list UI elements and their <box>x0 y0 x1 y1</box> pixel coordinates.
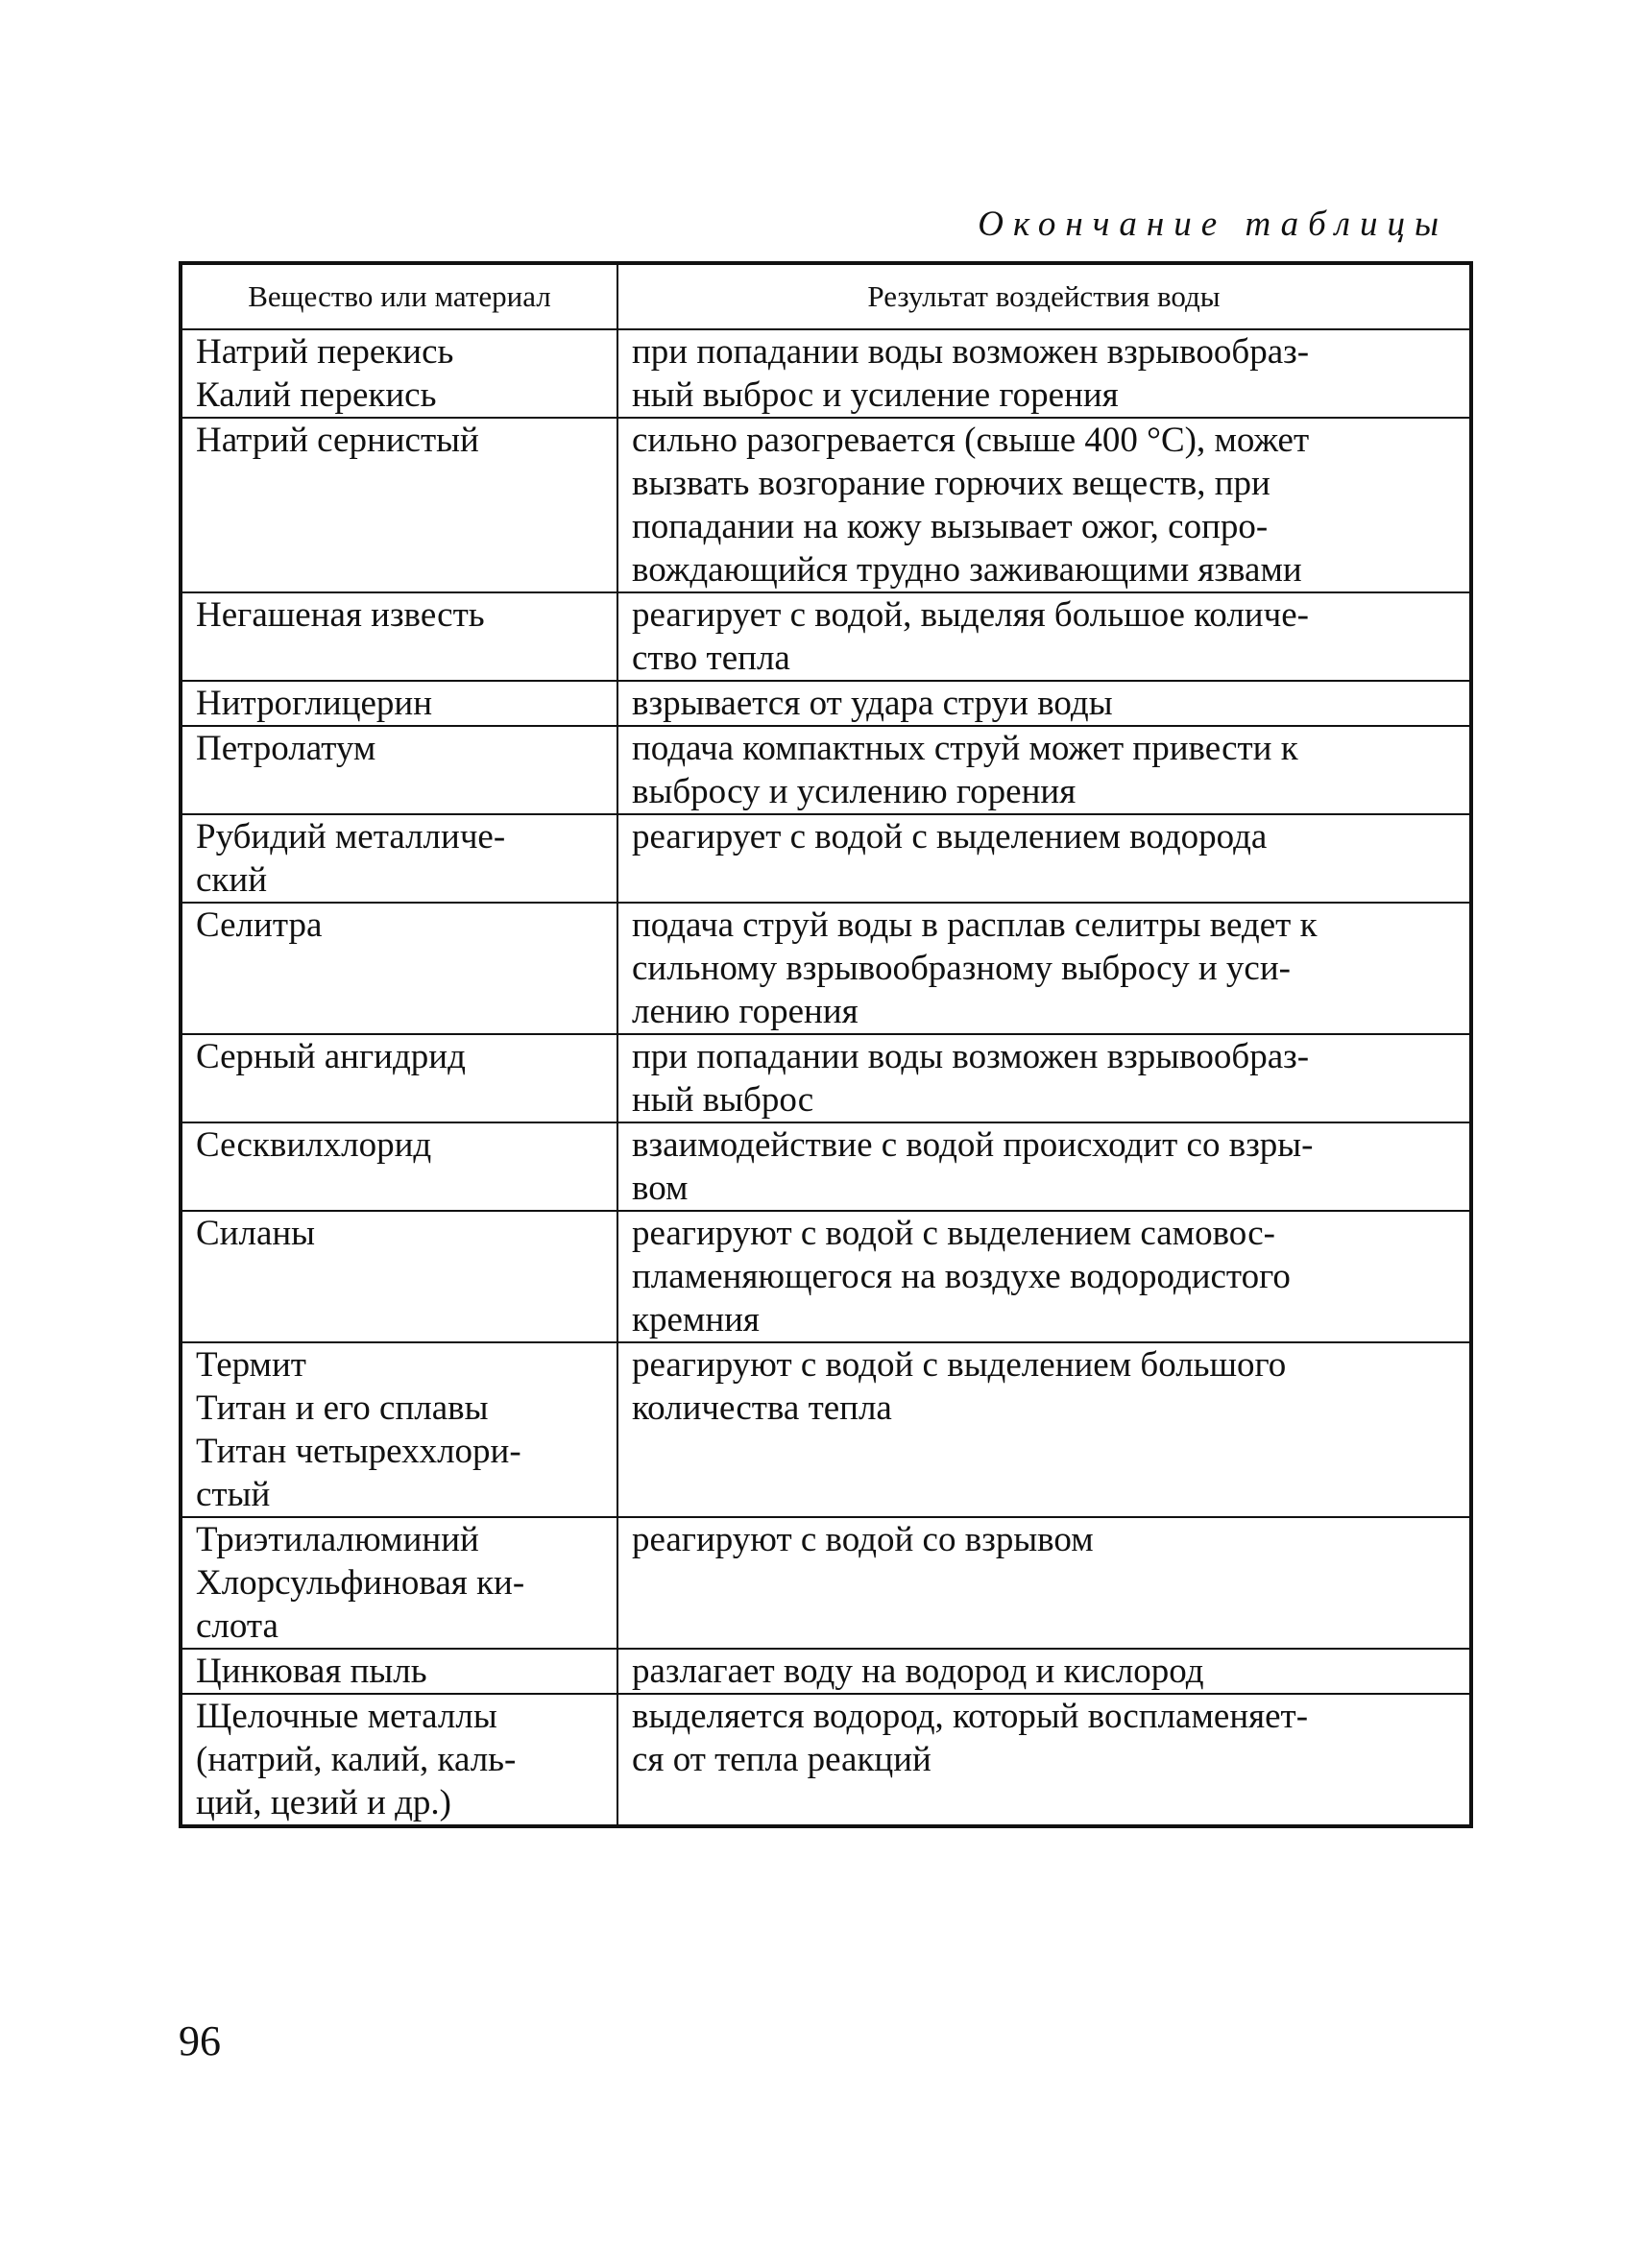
effect-cell: реагируют с водой со взрывом <box>617 1517 1471 1649</box>
table-row <box>181 1649 1471 1694</box>
substance-cell: Серный ангидрид <box>181 1034 617 1122</box>
effect-cell: реагирует с водой, выделяя большое количе- ство тепла <box>617 592 1471 681</box>
header-water-effect: Результат воздействия воды <box>617 263 1471 329</box>
table-row <box>181 418 1471 592</box>
effect-cell: реагируют с водой с выделением большого количества тепла <box>617 1342 1471 1517</box>
substance-cell: Щелочные металлы (натрий, калий, каль- ций, цезий и др.) <box>181 1694 617 1826</box>
substance-cell: Нитроглицерин <box>181 681 617 726</box>
table-row <box>181 726 1471 814</box>
table-row <box>181 329 1471 418</box>
effect-cell: подача струй воды в расплав селитры ведет к сильному взрывообразному выбросу и уси- лению горения <box>617 903 1471 1034</box>
substance-cell: Силаны <box>181 1211 617 1342</box>
table-row <box>181 592 1471 681</box>
substance-cell: Петролатум <box>181 726 617 814</box>
substance-cell: Триэтилалюминий Хлорсульфиновая ки- слота <box>181 1517 617 1649</box>
table-row <box>181 1517 1471 1649</box>
table-header-row <box>181 263 1471 329</box>
table-continuation-caption: Окончание таблицы <box>978 205 1448 244</box>
effect-cell: взаимодействие с водой происходит со взры- вом <box>617 1122 1471 1211</box>
substance-cell: Рубидий металличе- ский <box>181 814 617 903</box>
table-row <box>181 814 1471 903</box>
substance-cell: Сесквилхлорид <box>181 1122 617 1211</box>
table-row <box>181 903 1471 1034</box>
substance-cell: Термит Титан и его сплавы Титан четыреххлори- стый <box>181 1342 617 1517</box>
substance-cell: Натрий сернистый <box>181 418 617 592</box>
substance-cell: Негашеная известь <box>181 592 617 681</box>
header-substance: Вещество или материал <box>181 263 617 329</box>
table-row <box>181 1211 1471 1342</box>
table-row <box>181 681 1471 726</box>
substance-cell: Селитра <box>181 903 617 1034</box>
effect-cell: реагирует с водой с выделением водорода <box>617 814 1471 903</box>
page-number: 96 <box>179 2017 221 2064</box>
effect-cell: сильно разогревается (свыше 400 °С), может вызвать возгорание горючих веществ, при попадании на кожу вызывает ожог, сопро- вождающийся трудно заживающими язвами <box>617 418 1471 592</box>
effect-cell: подача компактных струй может привести к выбросу и усилению горения <box>617 726 1471 814</box>
table-row <box>181 1342 1471 1517</box>
table-row <box>181 1034 1471 1122</box>
effect-cell: реагируют с водой с выделением самовос- пламеняющегося на воздухе водородистого кремния <box>617 1211 1471 1342</box>
substances-water-effect-table <box>179 261 1473 1828</box>
substance-cell: Цинковая пыль <box>181 1649 617 1694</box>
table-row <box>181 1694 1471 1826</box>
table-row <box>181 1122 1471 1211</box>
effect-cell: при попадании воды возможен взрывообраз- ный выброс и усиление горения <box>617 329 1471 418</box>
effect-cell: взрывается от удара струи воды <box>617 681 1471 726</box>
effect-cell: выделяется водород, который воспламеняет- ся от тепла реакций <box>617 1694 1471 1826</box>
substance-cell: Натрий перекись Калий перекись <box>181 329 617 418</box>
effect-cell: при попадании воды возможен взрывообраз- ный выброс <box>617 1034 1471 1122</box>
effect-cell: разлагает воду на водород и кислород <box>617 1649 1471 1694</box>
